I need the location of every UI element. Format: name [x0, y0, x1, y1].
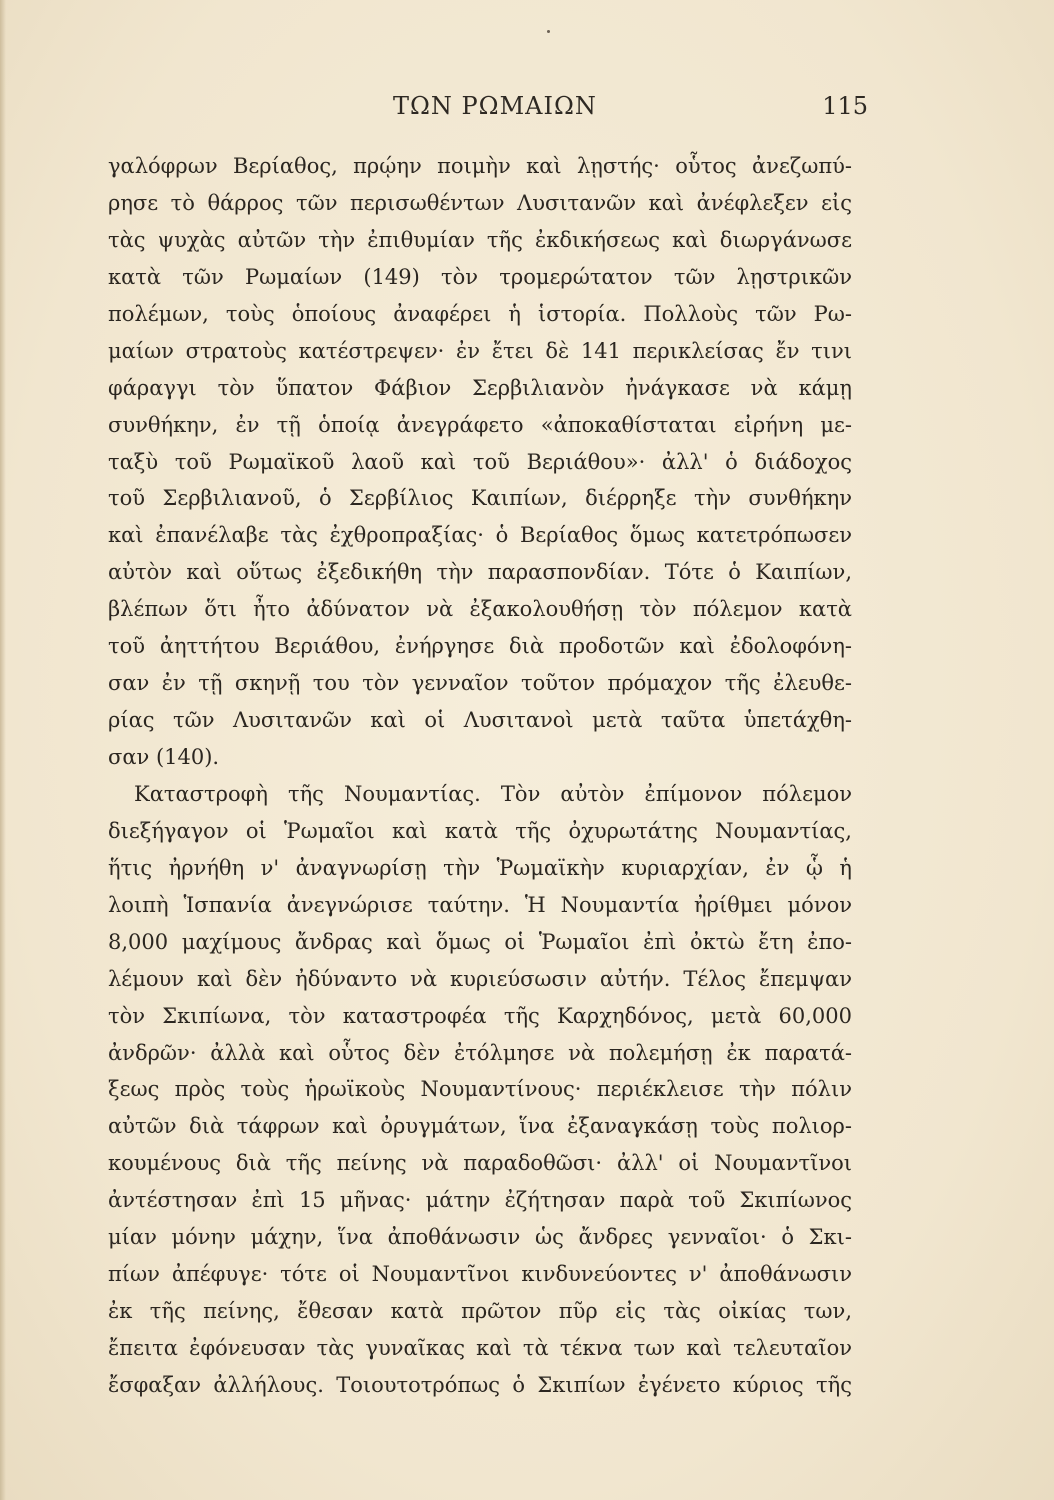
- text-line: φάραγγι τὸν ὕπατον Φάβιον Σερβιλιανὸν ἠνάγκασε νὰ κάμῃ: [108, 375, 852, 400]
- page-edge-shadow: [0, 0, 6, 1500]
- text-line: τοῦ ἀηττήτου Βεριάθου, ἐνήργησε διὰ προδοτῶν καὶ ἐδολοφόνη-: [108, 634, 852, 659]
- body-text: [108, 148, 852, 1404]
- text-line: γαλόφρων Βερίαθος, πρῴην ποιμὴν καὶ λῃστής· οὗτος ἀνεζωπύ-: [108, 154, 852, 178]
- running-title: ΤΩΝ ΡΩΜΑΙΩΝ: [393, 92, 597, 120]
- text-line: ἀνδρῶν· ἀλλὰ καὶ οὗτος δὲν ἐτόλμησε νὰ πολεμήσῃ ἐκ παρατά-: [108, 1040, 852, 1065]
- text-line: ἔσφαξαν ἀλλήλους. Τοιουτοτρόπως ὁ Σκιπίων ἐγένετο κύριος τῆς: [108, 1372, 852, 1397]
- text-line: βλέπων ὅτι ἦτο ἀδύνατον νὰ ἐξακολουθήσῃ τὸν πόλεμον κατὰ: [108, 597, 852, 622]
- print-speck: [547, 30, 550, 33]
- text-line: τὸν Σκιπίωνα, τὸν καταστροφέα τῆς Καρχηδόνος, μετὰ 60,000: [108, 1003, 852, 1028]
- text-line: καὶ ἐπανέλαβε τὰς ἐχθροπραξίας· ὁ Βερίαθος ὅμως κατετρόπωσεν: [108, 523, 852, 548]
- text-line: τὰς ψυχὰς αὐτῶν τὴν ἐπιθυμίαν τῆς ἐκδικήσεως καὶ διωργάνωσε: [108, 227, 852, 252]
- text-line: διεξήγαγον οἱ Ῥωμαῖοι καὶ κατὰ τῆς ὀχυρωτάτης Νουμαντίας,: [108, 818, 852, 843]
- text-line: πολέμων, τοὺς ὁποίους ἀναφέρει ἡ ἱστορία. Πολλοὺς τῶν Ρω-: [108, 301, 852, 326]
- text-line: ἀντέστησαν ἐπὶ 15 μῆνας· μάτην ἐζήτησαν παρὰ τοῦ Σκιπίωνος: [108, 1188, 852, 1213]
- text-line: κατὰ τῶν Ρωμαίων (149) τὸν τρομερώτατον τῶν λῃστρικῶν: [108, 264, 852, 289]
- text-line: λοιπὴ Ἱσπανία ἀνεγνώρισε ταύτην. Ἡ Νουμαντία ἠρίθμει μόνον: [108, 892, 852, 917]
- text-line: ξεως πρὸς τοὺς ἡρωϊκοὺς Νουμαντίνους· περιέκλεισε τὴν πόλιν: [108, 1077, 852, 1102]
- text-line: ἐκ τῆς πείνης, ἔθεσαν κατὰ πρῶτον πῦρ εἰς τὰς οἰκίας των,: [108, 1299, 852, 1324]
- text-line: αὐτῶν διὰ τάφρων καὶ ὀρυγμάτων, ἵνα ἐξαναγκάσῃ τοὺς πολιορ-: [108, 1114, 852, 1139]
- text-line: ἔπειτα ἐφόνευσαν τὰς γυναῖκας καὶ τὰ τέκνα των καὶ τελευταῖον: [108, 1336, 852, 1360]
- text-line: ρησε τὸ θάρρος τῶν περισωθέντων Λυσιτανῶν καὶ ἀνέφλεξεν εἰς: [108, 190, 852, 215]
- text-line: μίαν μόνην μάχην, ἵνα ἀποθάνωσιν ὡς ἄνδρες γενναῖοι· ὁ Σκι-: [108, 1225, 852, 1250]
- running-head: [108, 92, 868, 124]
- text-line: ἥτις ἠρνήθη ν' ἀναγνωρίσῃ τὴν Ῥωμαϊκὴν κυριαρχίαν, ἐν ᾧ ἡ: [108, 855, 852, 880]
- text-line: 8,000 μαχίμους ἄνδρας καὶ ὅμως οἱ Ῥωμαῖοι ἐπὶ ὀκτὼ ἔτη ἐπο-: [108, 929, 852, 954]
- section-heading-line: Καταστροφὴ τῆς Νουμαντίας. Τὸν αὐτὸν ἐπίμονον πόλεμον: [134, 781, 852, 806]
- text-line: λέμουν καὶ δὲν ἠδύναντο νὰ κυριεύσωσιν αὐτήν. Τέλος ἔπεμψαν: [108, 966, 852, 991]
- text-line: τοῦ Σερβιλιανοῦ, ὁ Σερβίλιος Καιπίων, διέρρηξε τὴν συνθήκην: [108, 486, 852, 511]
- text-line: αὐτὸν καὶ οὕτως ἐξεδικήθη τὴν παρασπονδίαν. Τότε ὁ Καιπίων,: [108, 560, 852, 585]
- text-line: ταξὺ τοῦ Ρωμαϊκοῦ λαοῦ καὶ τοῦ Βεριάθου»· ἀλλ' ὁ διάδοχος: [108, 449, 852, 474]
- text-line: κουμένους διὰ τῆς πείνης νὰ παραδοθῶσι· ἀλλ' οἱ Νουμαντῖνοι: [108, 1151, 852, 1176]
- text-line: πίων ἀπέφυγε· τότε οἱ Νουμαντῖνοι κινδυνεύοντες ν' ἀποθάνωσιν: [108, 1262, 852, 1287]
- text-line: σαν ἐν τῇ σκηνῇ του τὸν γενναῖον τοῦτον πρόμαχον τῆς ἐλευθε-: [108, 671, 852, 696]
- page-number: 115: [822, 92, 868, 120]
- text-line: συνθήκην, ἐν τῇ ὁποίᾳ ἀνεγράφετο «ἀποκαθίσταται εἰρήνη με-: [108, 412, 852, 437]
- text-line: σαν (140).: [108, 745, 220, 769]
- text-line: ρίας τῶν Λυσιτανῶν καὶ οἱ Λυσιτανοὶ μετὰ ταῦτα ὑπετάχθη-: [108, 708, 852, 733]
- text-line: μαίων στρατοὺς κατέστρεψεν· ἐν ἔτει δὲ 141 περικλείσας ἔν τινι: [108, 338, 852, 363]
